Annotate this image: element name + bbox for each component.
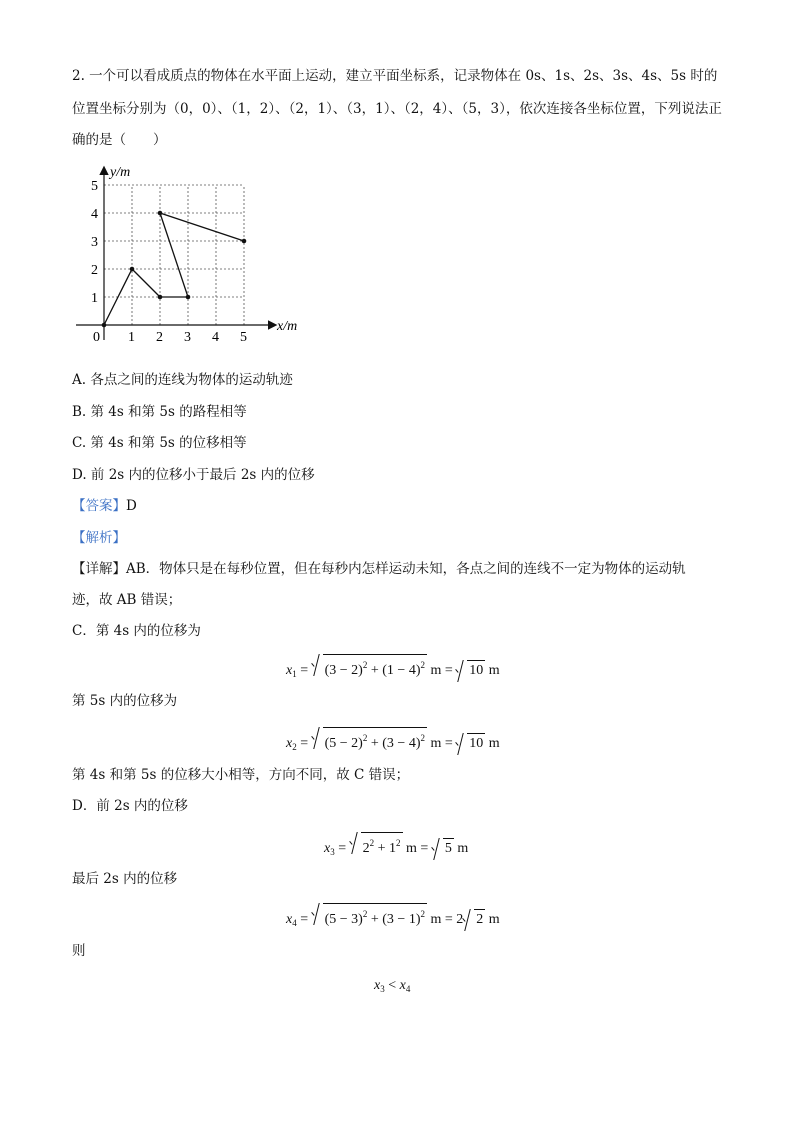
trajectory-segment (132, 269, 160, 297)
position-point (158, 295, 163, 300)
option-b: B. 第 4s 和第 5s 的路程相等 (72, 404, 247, 420)
y-tick-labels (91, 179, 98, 306)
position-point (186, 295, 191, 300)
detail-text-1: AB．物体只是在每秒位置，但在每秒内怎样运动未知，各点之间的连线不一定为物体的运动轨 (126, 561, 686, 577)
option-c: C. 第 4s 和第 5s 的位移相等 (72, 435, 247, 451)
fifth-intro: 第 5s 内的位移为 (72, 693, 178, 709)
y-tick-label: 5 (91, 179, 98, 194)
x-tick-label: 2 (156, 330, 163, 345)
answer-label: 【答案】 (72, 498, 126, 514)
analysis-heading (72, 529, 126, 547)
d-intro: D．前 2s 内的位移 (72, 798, 188, 814)
question-line-3: 确的是（ ） (72, 132, 167, 148)
x-tick-label: 4 (212, 330, 219, 345)
equation-x4: $x_4 = (5 - 3)^2 + (3 - 1)^2$ m = 2 2 m (286, 903, 500, 933)
y-tick-label: 2 (91, 263, 98, 278)
position-point (130, 267, 135, 272)
x-tick-label: 5 (240, 330, 247, 345)
x-tick-label: 3 (184, 330, 191, 345)
answer-line (72, 497, 137, 515)
then-label: 则 (72, 943, 86, 959)
x-axis-label: x/m (277, 319, 298, 334)
position-point (102, 323, 107, 328)
detail-label: 【详解】 (72, 561, 126, 577)
trajectory-segment (160, 213, 188, 297)
analysis-heading-text: 【解析】 (72, 530, 126, 546)
c-conclusion: 第 4s 和第 5s 的位移大小相等，方向不同，故 C 错误； (72, 767, 410, 783)
y-tick-label: 4 (91, 207, 98, 222)
question-line-2: 位置坐标分别为（0，0）、（1，2）、（2，1）、（3，1）、（2，4）、（5，3），依次连接各坐标位置，下列说法正 (72, 101, 722, 117)
equation-x1: $x_1 = (3 - 2)^2 + (1 - 4)^2$ m = 10 m (286, 654, 500, 684)
detail-line-2: 迹，故 AB 错误； (72, 592, 182, 608)
y-tick-label: 1 (91, 291, 98, 306)
coordinate-figure (70, 160, 310, 350)
origin-label: 0 (93, 330, 100, 345)
y-tick-label: 3 (91, 235, 98, 250)
position-point (242, 239, 247, 244)
position-point (158, 211, 163, 216)
x-tick-label: 1 (128, 330, 135, 345)
equation-x2: $x_2 = (5 - 2)^2 + (3 - 4)^2$ m = 10 m (286, 727, 500, 757)
c-intro: C．第 4s 内的位移为 (72, 623, 201, 639)
detail-line-1 (72, 560, 686, 578)
inequality: $x_3 < x_4$ (374, 978, 411, 994)
equation-x3: $x_3 = 2^2 + 1^2$ m = 5 m (324, 832, 468, 862)
option-a: A. 各点之间的连线为物体的运动轨迹 (72, 372, 293, 388)
option-d: D. 前 2s 内的位移小于最后 2s 内的位移 (72, 467, 315, 483)
last-intro: 最后 2s 内的位移 (72, 871, 178, 887)
question-line-1: 2. 一个可以看成质点的物体在水平面上运动，建立平面坐标系，记录物体在 0s、1s、2s、3s、4s、5s 时的 (72, 68, 718, 84)
trajectory-segment (160, 213, 244, 241)
answer-value: D (126, 498, 137, 514)
y-axis-label: y/m (110, 165, 131, 180)
x-tick-labels (128, 330, 247, 345)
